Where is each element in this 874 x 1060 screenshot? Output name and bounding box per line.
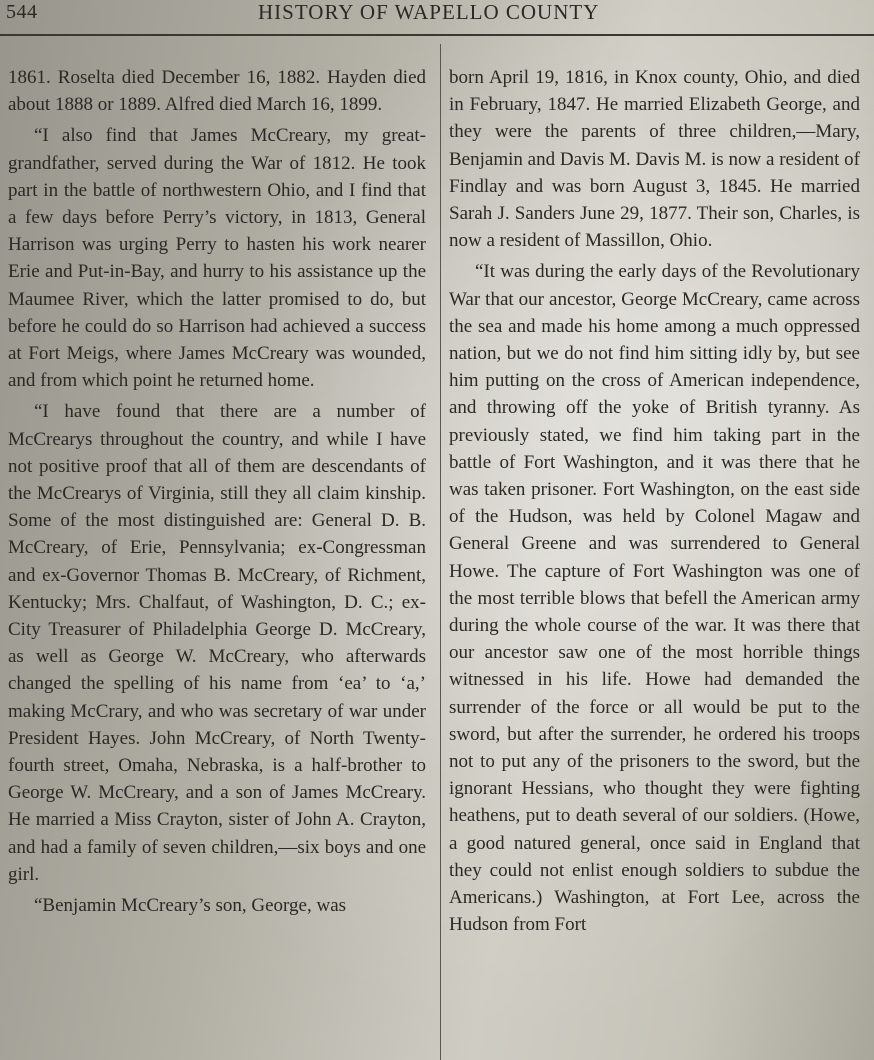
paragraph: “I also find that James McCreary, my great-grandfather, served during the War of 1812. He took part in the battle of northwestern Ohio, and I find that a few days before Perry’s victory, in 1813, General Harrison was urging Perry to hasten his work nearer Erie and Put-in-Bay, and hurry to his assistance up the Maumee River, which the latter promised to do, but before he could do so Harrison had achieved a success at Fort Meigs, where James McCreary was wounded, and from which point he returned home. bbox=[8, 125, 426, 392]
paragraph: born April 19, 1816, in Knox county, Ohio, and died in February, 1847. He married Elizabeth George, and they were the parents of three children,—Mary, Benjamin and Davis M. Davis M. is now a resident of Findlay and was born August 3, 1845. He married Sarah J. Sanders June 29, 1877. Their son, Charles, is now a resident of Massillon, Ohio. bbox=[449, 67, 860, 252]
column-divider bbox=[440, 44, 441, 1060]
left-column bbox=[8, 64, 426, 923]
page-number: 544 bbox=[6, 1, 38, 23]
paragraph: “I have found that there are a number of McCrearys throughout the country, and while I have not positive proof that all of them are descendants of the McCrearys of Virginia, still they all claim kinship. Some of the most distinguished are: General D. B. McCreary, of Erie, Pennsylvania; ex-Congressman and ex-Governor Thomas B. McCreary, of Richment, Kentucky; Mrs. Chalfaut, of Washington, D. C.; ex-City Treasurer of Philadelphia George D. McCreary, as well as George W. McCreary, who afterwards changed the spelling of his name from ‘ea’ to ‘a,’ making McCrary, and who was secretary of war under President Hayes. John McCreary, of North Twenty-fourth street, Omaha, Nebraska, is a half-brother to George W. McCreary, and a son of James McCreary. He married a Miss Crayton, sister of John A. Crayton, and had a family of seven children,—six boys and one girl. bbox=[8, 401, 426, 885]
paragraph: 1861. Roselta died December 16, 1882. Hayden died about 1888 or 1889. Alfred died March 16, 1899. bbox=[8, 67, 426, 116]
paragraph: “It was during the early days of the Revolutionary War that our ancestor, George McCreary, came across the sea and made his home among a much oppressed nation, but we do not find him sitting idly by, but see him putting on the cross of American independence, and throwing off the yoke of British tyranny. As previously stated, we find him taking part in the battle of Fort Washington, and it was there that he was taken prisoner. Fort Washington, on the east side of the Hudson, was held by Colonel Magaw and General Greene and was surrendered to General Howe. The capture of Fort Washington was one of the most terrible blows that befell the American army during the whole course of the war. It was there that our ancestor saw one of the most horrible things witnessed in his life. Howe had demanded the surrender of the force or all would be put to the sword, but after the surrender, he ordered his troops not to put any of the prisoners to the sword, but the ignorant Hessians, who thought they were fighting heathens, put to death several of our soldiers. (Howe, a good natured general, once said in England that they could not enlist enough soldiers to subdue the Americans.) Washington, at Fort Lee, across the Hudson from Fort bbox=[449, 261, 860, 936]
paragraph: “Benjamin McCreary’s son, George, was bbox=[34, 895, 347, 917]
header-rule bbox=[0, 34, 874, 36]
running-title: HISTORY OF WAPELLO COUNTY bbox=[258, 0, 600, 24]
right-column bbox=[449, 64, 860, 943]
page-header bbox=[0, 0, 874, 30]
